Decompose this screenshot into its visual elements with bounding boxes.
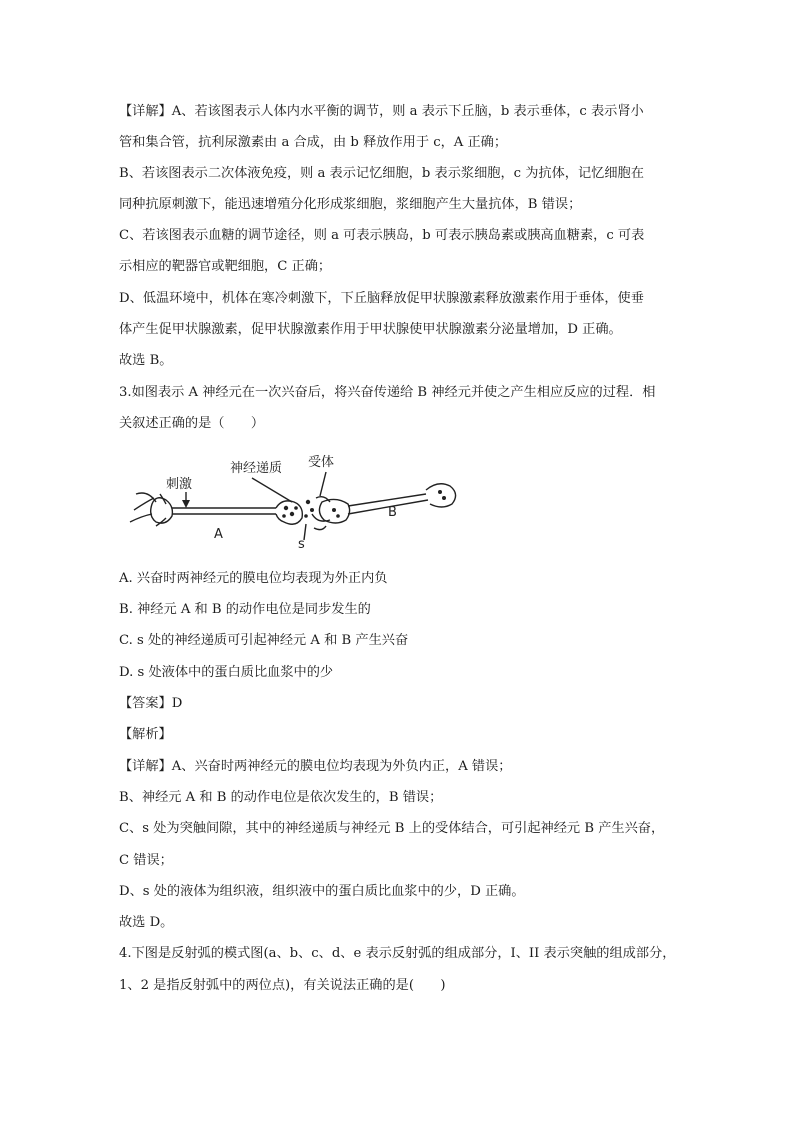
text-line: 同种抗原刺激下，能迅速增殖分化形成浆细胞，浆细胞产生大量抗体，B 错误； <box>119 197 582 212</box>
neuron-b-terminal <box>426 484 456 507</box>
option-c: C. s 处的神经递质可引起神经元 A 和 B 产生兴奋 <box>119 633 409 648</box>
text-line: 故选 B。 <box>119 353 173 368</box>
text-line: C 错误； <box>119 853 173 868</box>
text-line: 故选 D。 <box>119 915 174 930</box>
receptor-pointer <box>320 472 326 496</box>
analysis-heading: 【解析】 <box>119 727 172 742</box>
label-s: s <box>298 537 305 550</box>
text-line: 示相应的靶器官或靶细胞，C 正确； <box>119 259 332 274</box>
neuron-a-axon <box>172 508 276 514</box>
text-line: 【详解】A、兴奋时两神经元的膜电位均表现为外负内正，A 错误； <box>119 759 512 774</box>
transmitter-pointer <box>252 478 292 502</box>
neuron-diagram <box>126 450 466 550</box>
text-line: C、s 处为突触间隙，其中的神经递质与神经元 B 上的受体结合，可引起神经元 B 产生兴奋， <box>119 821 665 836</box>
neuron-figure <box>126 450 466 550</box>
question-4-stem: 1、2 是指反射弧中的两位点)，有关说法正确的是( ) <box>119 978 446 993</box>
label-neuron-a: A <box>214 527 223 542</box>
text-line: B、若该图表示二次体液免疫，则 a 表示记忆细胞，b 表示浆细胞，c 为抗体，记忆细胞在 <box>119 166 644 181</box>
label-neuron-b: B <box>388 505 397 520</box>
text-line: D、低温环境中，机体在寒冷刺激下，下丘脑释放促甲状腺激素释放激素作用于垂体，使垂 <box>119 291 644 306</box>
text-line: 管和集合管，抗利尿激素由 a 合成，由 b 释放作用于 c，A 正确； <box>119 135 508 150</box>
label-receptor: 受体 <box>308 455 335 470</box>
question-3-stem: 关叙述正确的是（ ） <box>119 416 265 431</box>
stimulus-arrowhead <box>182 500 190 508</box>
text-line: 【详解】A、若该图表示人体内水平衡的调节，则 a 表示下丘脑，b 表示垂体，c 表示肾小 <box>119 104 644 119</box>
label-transmitter: 神经递质 <box>230 461 283 476</box>
text-line: D、s 处的液体为组织液，组织液中的蛋白质比血浆中的少，D 正确。 <box>119 884 525 899</box>
neuron-a-terminal <box>276 501 302 524</box>
label-stimulus: 刺激 <box>166 477 193 492</box>
option-d: D. s 处液体中的蛋白质比血浆中的少 <box>119 665 334 680</box>
text-line: B、神经元 A 和 B 的动作电位是依次发生的，B 错误； <box>119 790 443 805</box>
question-4-stem: 4.下图是反射弧的模式图(a、b、c、d、e 表示反射弧的组成部分，I、II 表示突触的组成部分， <box>119 946 676 961</box>
text-line: 体产生促甲状腺激素，促甲状腺激素作用于甲状腺使甲状腺激素分泌量增加，D 正确。 <box>119 322 622 337</box>
neuron-a-body <box>151 498 173 523</box>
text-line: C、若该图表示血糖的调节途径，则 a 可表示胰岛，b 可表示胰岛素或胰高血糖素，c 可表 <box>119 228 645 243</box>
neuron-b-dendrites <box>312 497 330 530</box>
question-3-stem: 3.如图表示 A 神经元在一次兴奋后，将兴奋传递给 B 神经元并使之产生相应反应的过程．相 <box>119 385 656 400</box>
option-b: B. 神经元 A 和 B 的动作电位是同步发生的 <box>119 602 371 617</box>
option-a: A. 兴奋时两神经元的膜电位均表现为外正内负 <box>119 571 388 586</box>
answer-line: 【答案】D <box>119 696 183 711</box>
